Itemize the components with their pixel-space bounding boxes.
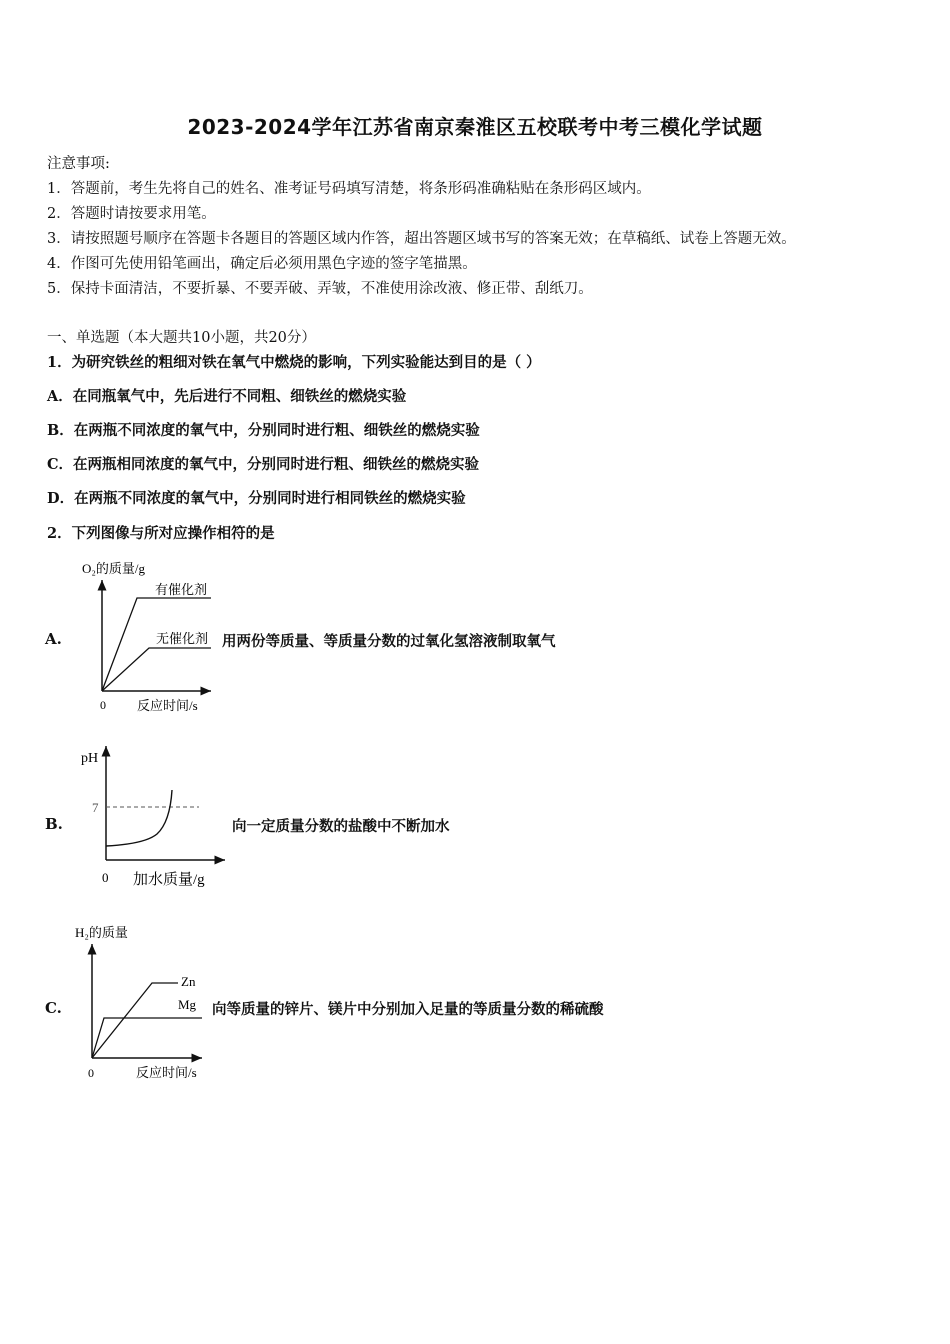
- ph-curve: [106, 790, 172, 846]
- origin-label: 0: [88, 1066, 94, 1080]
- option-b-graph: [75, 740, 235, 890]
- x-axis-label: 反应时间/s: [137, 698, 198, 713]
- question-1-option-c: C．在两瓶相同浓度的氧气中，分别同时进行粗、细铁丝的燃烧实验: [47, 456, 480, 473]
- notice-item: 1．答题前，考生先将自己的姓名、准考证号码填写清楚，将条形码准确粘贴在条形码区域内。: [47, 181, 651, 197]
- y-axis-label: pH: [81, 751, 99, 766]
- mg-label: Mg: [178, 997, 197, 1012]
- curve-without-catalyst-label: 无催化剂: [156, 631, 209, 646]
- question-1-option-a: A．在同瓶氧气中，先后进行不同粗、细铁丝的燃烧实验: [47, 388, 407, 405]
- notice-item: 4．作图可先使用铅笔画出，确定后必须用黑色字迹的签字笔描黑。: [47, 256, 477, 272]
- y-axis-label: H₂的质量: [75, 925, 128, 940]
- notice-heading: 注意事项:: [47, 156, 110, 172]
- section-heading: 一、单选题（本大题共10小题，共20分）: [47, 330, 316, 346]
- curve-with-catalyst-label: 有催化剂: [155, 582, 208, 597]
- question-1-option-d: D．在两瓶不同浓度的氧气中，分别同时进行相同铁丝的燃烧实验: [47, 490, 466, 507]
- option-b-text: 向一定质量分数的盐酸中不断加水: [232, 818, 450, 835]
- zn-curve: [92, 983, 178, 1058]
- option-a-text: 用两份等质量、等质量分数的过氧化氢溶液制取氧气: [222, 633, 556, 650]
- reference-value-label: 7: [92, 800, 99, 815]
- option-c-label: C.: [45, 999, 62, 1017]
- curve-without-catalyst: [102, 648, 211, 691]
- x-axis-label: 反应时间/s: [136, 1065, 197, 1080]
- option-a-graph: [75, 558, 225, 718]
- question-1-stem: 1．为研究铁丝的粗细对铁在氧气中燃烧的影响，下列实验能达到目的是（ ）: [47, 354, 541, 371]
- option-b-label: B.: [45, 815, 63, 833]
- notice-item: 3．请按照题号顺序在答题卡各题目的答题区域内作答，超出答题区域书写的答案无效；在草稿纸、试卷上答题无效。: [47, 231, 796, 247]
- option-c-graph: [70, 920, 220, 1085]
- option-c-text: 向等质量的锌片、镁片中分别加入足量的等质量分数的稀硫酸: [212, 1001, 604, 1018]
- question-1-option-b: B．在两瓶不同浓度的氧气中，分别同时进行粗、细铁丝的燃烧实验: [47, 422, 480, 439]
- zn-label: Zn: [181, 974, 196, 989]
- notice-item: 2．答题时请按要求用笔。: [47, 206, 216, 222]
- y-axis-label: O₂的质量/g: [82, 561, 146, 576]
- x-axis-label: 加水质量/g: [133, 872, 205, 888]
- option-a-label: A.: [45, 630, 62, 648]
- origin-label: 0: [102, 870, 109, 885]
- page-title: 2023-2024学年江苏省南京秦淮区五校联考中考三模化学试题: [187, 115, 763, 139]
- notice-item: 5．保持卡面清洁，不要折暴、不要弄破、弄皱，不准使用涂改液、修正带、刮纸刀。: [47, 281, 593, 297]
- question-2-stem: 2．下列图像与所对应操作相符的是: [47, 525, 275, 542]
- origin-label: 0: [100, 698, 106, 712]
